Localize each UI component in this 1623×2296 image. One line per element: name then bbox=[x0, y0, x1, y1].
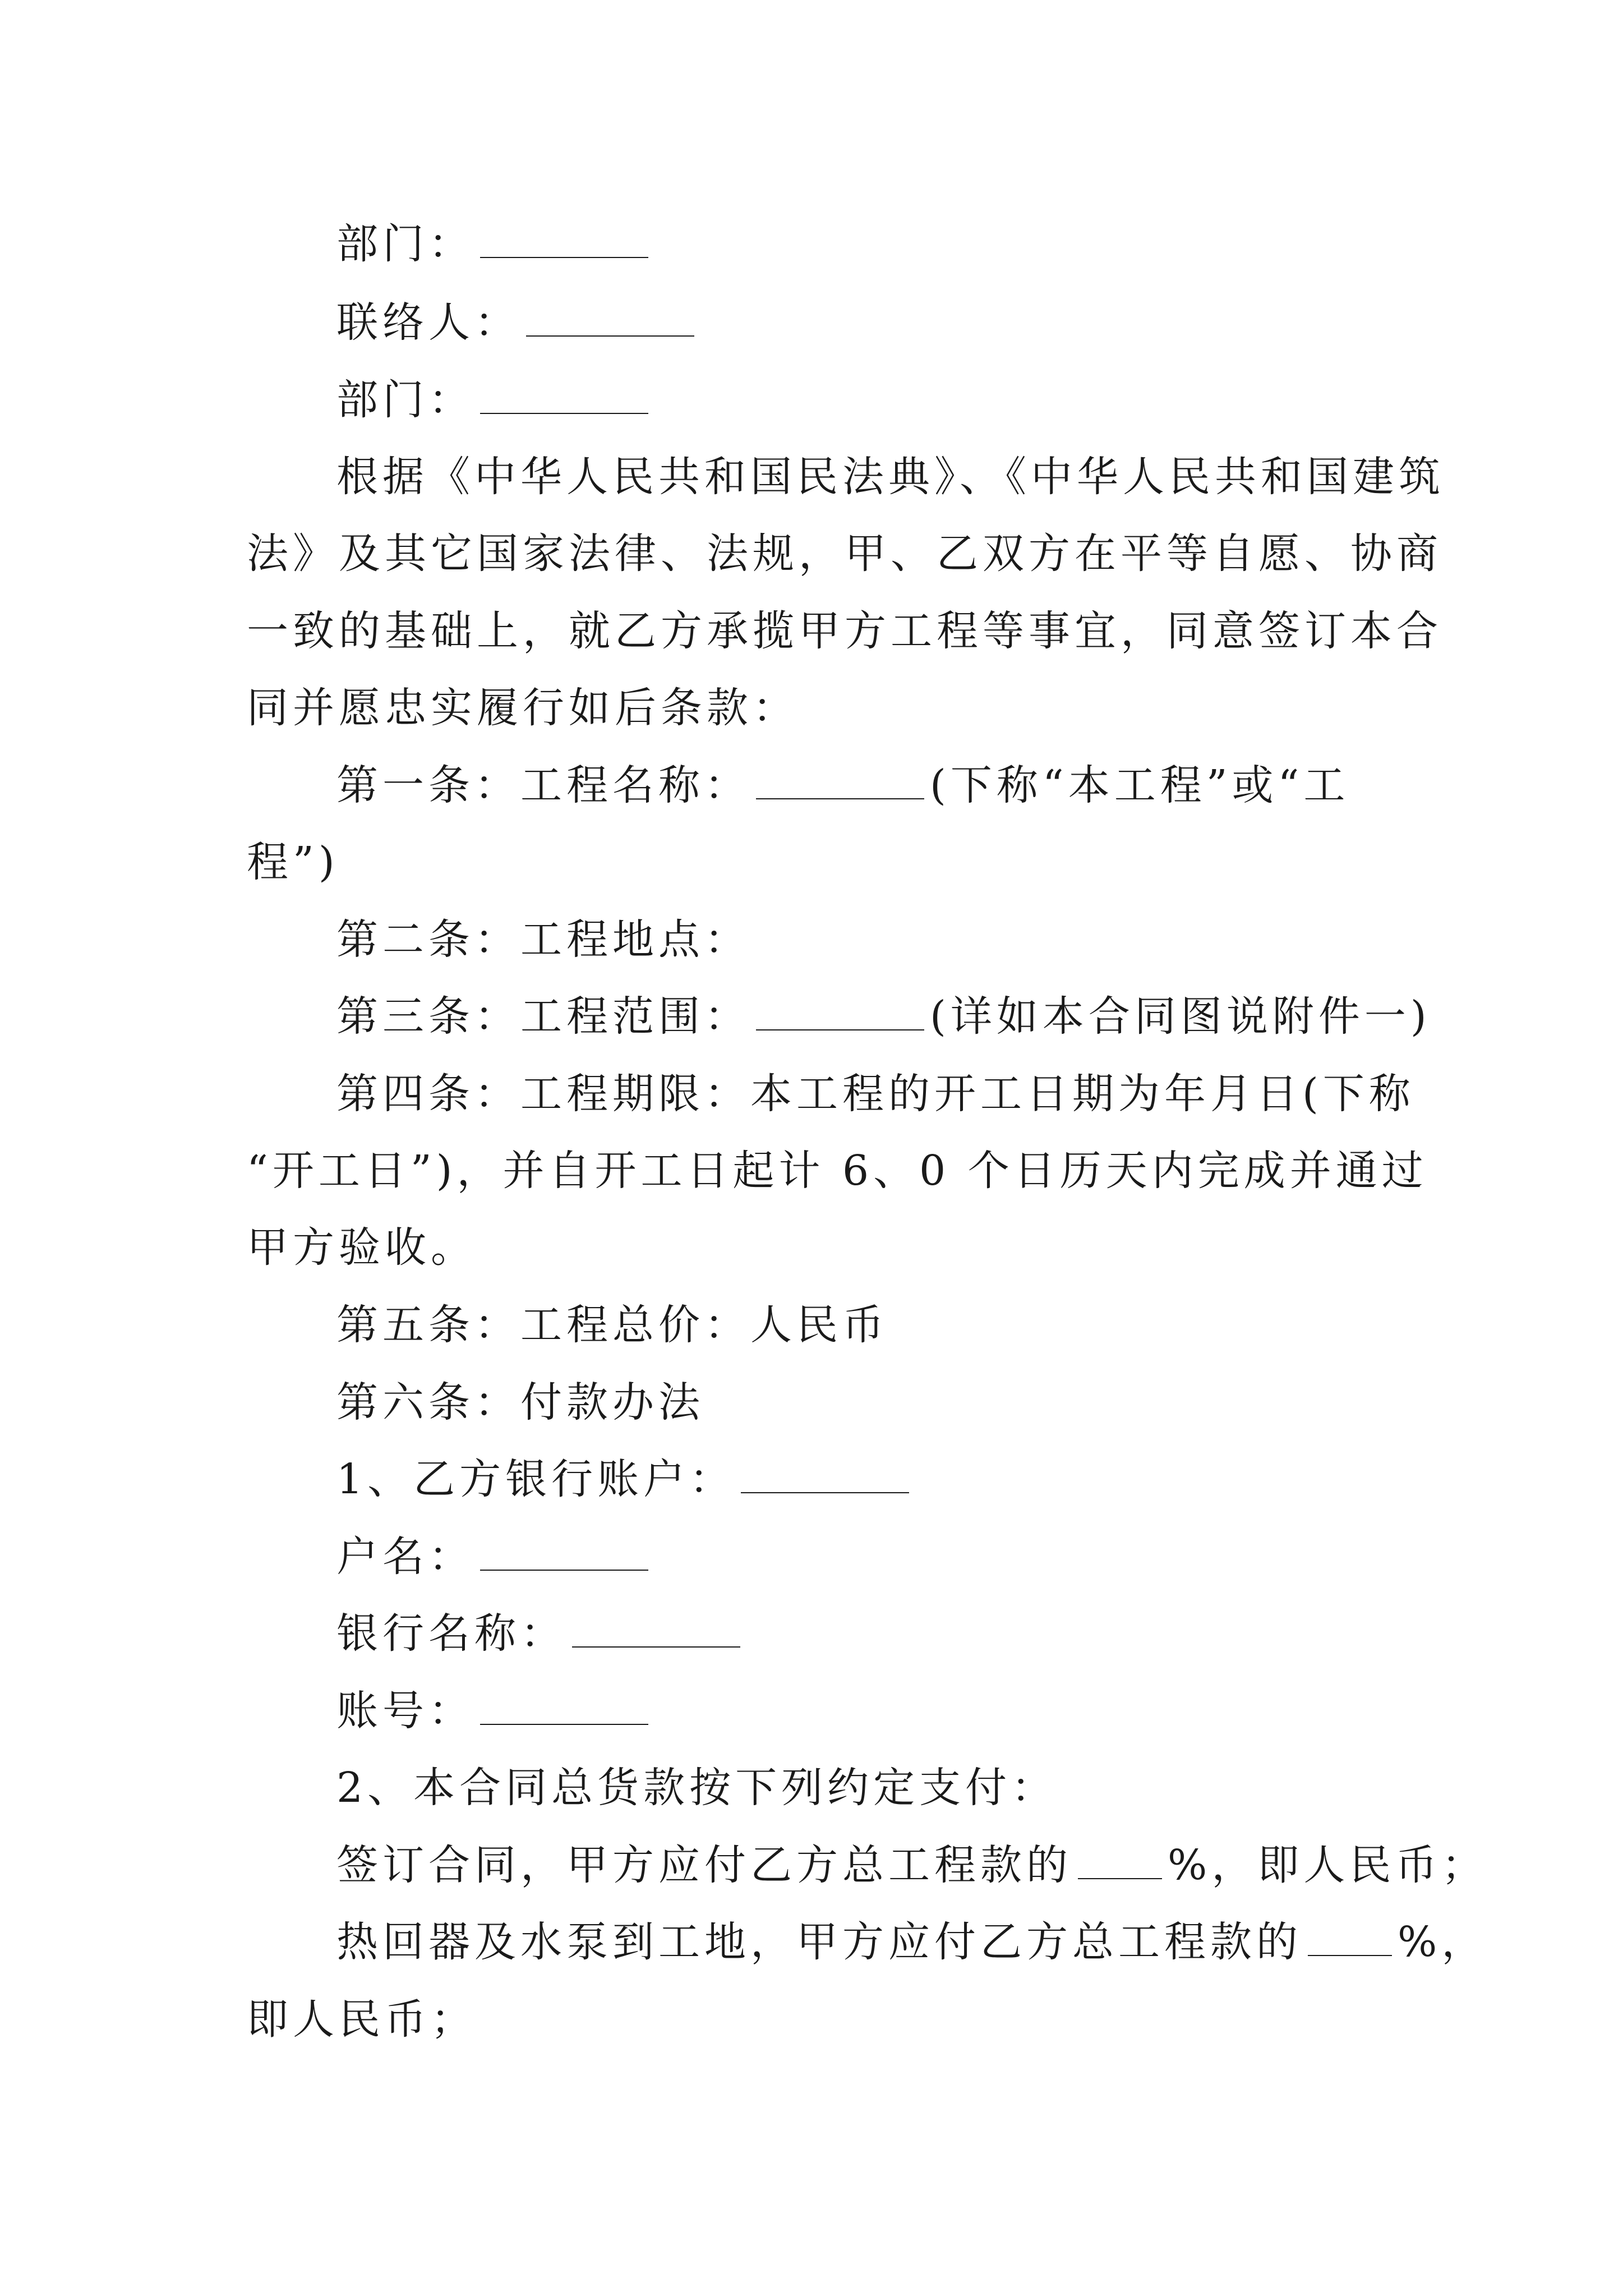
payment-item-2-text: 热回器及水泵到工地，甲方应付乙方总工程款的 bbox=[336, 1918, 1302, 1966]
percent-blank bbox=[1308, 1921, 1392, 1956]
dept-blank bbox=[480, 223, 648, 258]
preamble-line: 法》及其它国家法律、法规，甲、乙双方在平等自愿、协商 bbox=[247, 530, 1442, 578]
project-name-blank bbox=[756, 765, 924, 799]
article-3-label: 第三条：工程范围： bbox=[336, 992, 750, 1041]
article-2: 第二条：工程地点： bbox=[336, 915, 750, 964]
article-4-line: 第四条：工程期限：本工程的开工日期为年月日(下称 bbox=[336, 1070, 1415, 1118]
article-4-line: 甲方验收。 bbox=[247, 1223, 477, 1272]
dept-label: 部门： bbox=[336, 376, 474, 424]
contact-blank bbox=[526, 302, 694, 337]
article-6: 第六条：付款办法 bbox=[336, 1378, 704, 1427]
account-holder-label: 户名： bbox=[336, 1533, 474, 1581]
bank-name-line bbox=[336, 1605, 746, 1662]
article-1-continued: 程”) bbox=[247, 838, 339, 886]
bank-name-label: 银行名称： bbox=[336, 1609, 566, 1658]
account-number-blank bbox=[480, 1690, 648, 1725]
preamble-line: 同并愿忠实履行如后条款： bbox=[247, 684, 799, 732]
article-4-line: “开工日”)，并自开工日起计 6、0 个日历天内完成并通过 bbox=[247, 1147, 1428, 1195]
payment-item-2-continued: 即人民币； bbox=[247, 1995, 477, 2044]
project-scope-blank bbox=[756, 996, 924, 1030]
payment-item-1-text: 签订合同，甲方应付乙方总工程款的 bbox=[336, 1841, 1072, 1889]
payment-item-2 bbox=[336, 1914, 1487, 1970]
article-3 bbox=[336, 988, 1431, 1045]
dept-label: 部门： bbox=[336, 220, 474, 268]
contact-label: 联络人： bbox=[336, 298, 520, 347]
dept-blank bbox=[480, 379, 648, 414]
article-5: 第五条：工程总价：人民币 bbox=[336, 1301, 888, 1349]
account-number-line bbox=[336, 1683, 654, 1739]
preamble-line: 根据《中华人民共和国民法典》、《中华人民共和国建筑 bbox=[336, 453, 1445, 501]
dept-line-1 bbox=[336, 216, 654, 272]
article-1 bbox=[336, 757, 1349, 813]
article-3-suffix: (详如本合同图说附件一) bbox=[930, 992, 1431, 1041]
percent-blank bbox=[1078, 1844, 1162, 1879]
bank-account-blank bbox=[741, 1458, 909, 1493]
payment-item-1-rest: %，即人民币； bbox=[1168, 1841, 1488, 1889]
account-holder-line bbox=[336, 1529, 654, 1585]
bank-account-line bbox=[336, 1451, 915, 1507]
article-1-suffix: (下称“本工程”或“工 bbox=[930, 761, 1350, 809]
payment-intro: 2、本合同总货款按下列约定支付： bbox=[336, 1764, 1058, 1812]
bank-name-blank bbox=[572, 1613, 740, 1648]
payment-item-2-rest: %， bbox=[1398, 1918, 1488, 1966]
account-holder-blank bbox=[480, 1536, 648, 1571]
bank-account-label: 1、乙方银行账户： bbox=[336, 1455, 736, 1503]
dept-line-2 bbox=[336, 372, 654, 428]
article-1-label: 第一条：工程名称： bbox=[336, 761, 750, 809]
account-number-label: 账号： bbox=[336, 1687, 474, 1735]
payment-item-1 bbox=[336, 1837, 1487, 1893]
preamble-line: 一致的基础上，就乙方承揽甲方工程等事宜，同意签订本合 bbox=[247, 607, 1442, 655]
contact-line bbox=[336, 295, 700, 351]
